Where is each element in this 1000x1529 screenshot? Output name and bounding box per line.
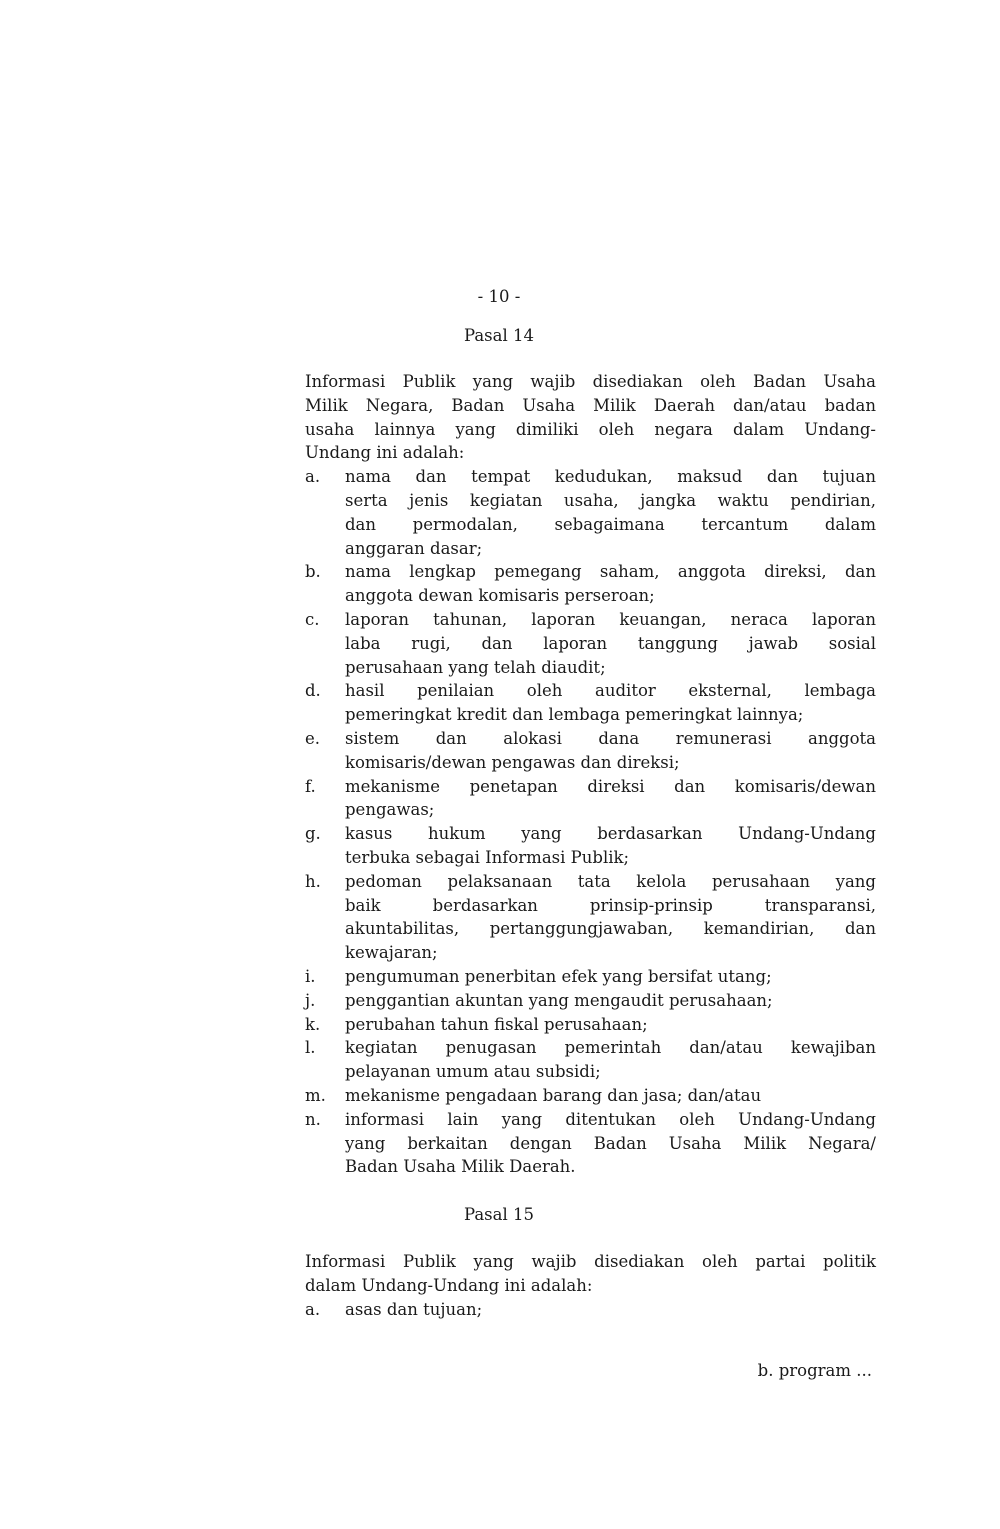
list-item-line: sistem dan alokasi dana remunerasi anggota (345, 728, 876, 748)
list-item-line: nama lengkap pemegang saham, anggota direksi, dan (345, 562, 876, 582)
list-item-label: h. (305, 871, 321, 891)
section-heading-pasal-14: Pasal 14 (463, 326, 535, 345)
list-item-line: kewajaran; (345, 943, 438, 963)
list-item-label: c. (305, 609, 320, 629)
list-item-label: l. (305, 1038, 316, 1058)
list-item (305, 822, 876, 870)
paragraph-line: Milik Negara, Badan Usaha Milik Daerah dan/atau badan (305, 395, 876, 415)
list-item (305, 1108, 876, 1179)
list-item-label: i. (305, 966, 316, 986)
list-item-line: akuntabilitas, pertanggungjawaban, kemandirian, dan (345, 919, 876, 939)
list-item-line: penggantian akuntan yang mengaudit perusahaan; (345, 990, 773, 1010)
list-item-line: dan permodalan, sebagaimana tercantum dalam (345, 514, 876, 534)
list-item (305, 989, 876, 1013)
list-item-label: a. (305, 1299, 321, 1319)
list-item-line: pemeringkat kredit dan lembaga pemeringkat lainnya; (345, 705, 804, 725)
paragraph-line: usaha lainnya yang dimiliki oleh negara dalam Undang- (305, 419, 876, 439)
list-item-line: pedoman pelaksanaan tata kelola perusahaan yang (345, 871, 876, 891)
paragraph-line: dalam Undang-Undang ini adalah: (305, 1275, 593, 1295)
list-item-label: a. (305, 467, 321, 487)
list-item-label: k. (305, 1014, 321, 1034)
list-item-label: m. (305, 1085, 326, 1105)
list-item-label: e. (305, 728, 321, 748)
list-item-line: mekanisme penetapan direksi dan komisaris/dewan (345, 776, 876, 796)
list-item-line: komisaris/dewan pengawas dan direksi; (345, 752, 680, 772)
list-item-label: j. (305, 990, 316, 1010)
paragraph-line: Undang ini adalah: (305, 443, 465, 463)
list-item-line: pengumuman penerbitan efek yang bersifat utang; (345, 966, 772, 986)
list-item-line: terbuka sebagai Informasi Publik; (345, 847, 630, 867)
page-number: - 10 - (477, 287, 521, 306)
list-item (305, 1298, 876, 1322)
list-item-label: g. (305, 824, 321, 844)
list-item-line: kegiatan penugasan pemerintah dan/atau kewajiban (345, 1038, 876, 1058)
list-item (305, 679, 876, 727)
section-heading-pasal-15: Pasal 15 (463, 1205, 535, 1224)
list-item-line: pelayanan umum atau subsidi; (345, 1062, 601, 1082)
list-item-line: hasil penilaian oleh auditor eksternal, lembaga (345, 681, 876, 701)
list-item-line: perusahaan yang telah diaudit; (345, 657, 606, 677)
section-pasal-14-body (305, 370, 876, 1179)
list-item-line: Badan Usaha Milik Daerah. (345, 1157, 576, 1177)
list-item (305, 870, 876, 965)
list-item (305, 1036, 876, 1084)
list-item-line: yang berkaitan dengan Badan Usaha Milik Negara/ (345, 1133, 876, 1153)
list-item (305, 465, 876, 560)
catchword: b. program ... (757, 1361, 872, 1380)
list-item-label: b. (305, 562, 321, 582)
list-item (305, 727, 876, 775)
section-pasal-15-body (305, 1250, 876, 1321)
list-item-line: serta jenis kegiatan usaha, jangka waktu pendirian, (345, 490, 876, 510)
paragraph-line: Informasi Publik yang wajib disediakan oleh Badan Usaha (305, 372, 876, 391)
list-item-line: kasus hukum yang berdasarkan Undang-Undang (345, 824, 876, 844)
list-item (305, 1084, 876, 1108)
list-item-line: baik berdasarkan prinsip-prinsip transparansi, (345, 895, 876, 915)
list-item-line: asas dan tujuan; (345, 1299, 483, 1319)
list-item-line: laba rugi, dan laporan tanggung jawab sosial (345, 633, 876, 653)
list-item-line: informasi lain yang ditentukan oleh Undang-Undang (345, 1109, 876, 1129)
list-item (305, 965, 876, 989)
list-item-line: perubahan tahun fiskal perusahaan; (345, 1014, 648, 1034)
list-item-line: nama dan tempat kedudukan, maksud dan tujuan (345, 467, 876, 487)
list-item (305, 560, 876, 608)
list-item (305, 775, 876, 823)
list-item-line: laporan tahunan, laporan keuangan, neraca laporan (345, 609, 876, 629)
list-item-label: d. (305, 681, 321, 701)
list-item-line: anggota dewan komisaris perseroan; (345, 586, 655, 606)
paragraph-line: Informasi Publik yang wajib disediakan oleh partai politik (305, 1252, 876, 1271)
list-item-line: pengawas; (345, 800, 435, 820)
list-item-line: anggaran dasar; (345, 538, 483, 558)
list-item-line: mekanisme pengadaan barang dan jasa; dan/atau (345, 1085, 762, 1105)
list-item-label: f. (305, 776, 316, 796)
list-item-label: n. (305, 1109, 321, 1129)
list-item (305, 1013, 876, 1037)
list-item (305, 608, 876, 679)
